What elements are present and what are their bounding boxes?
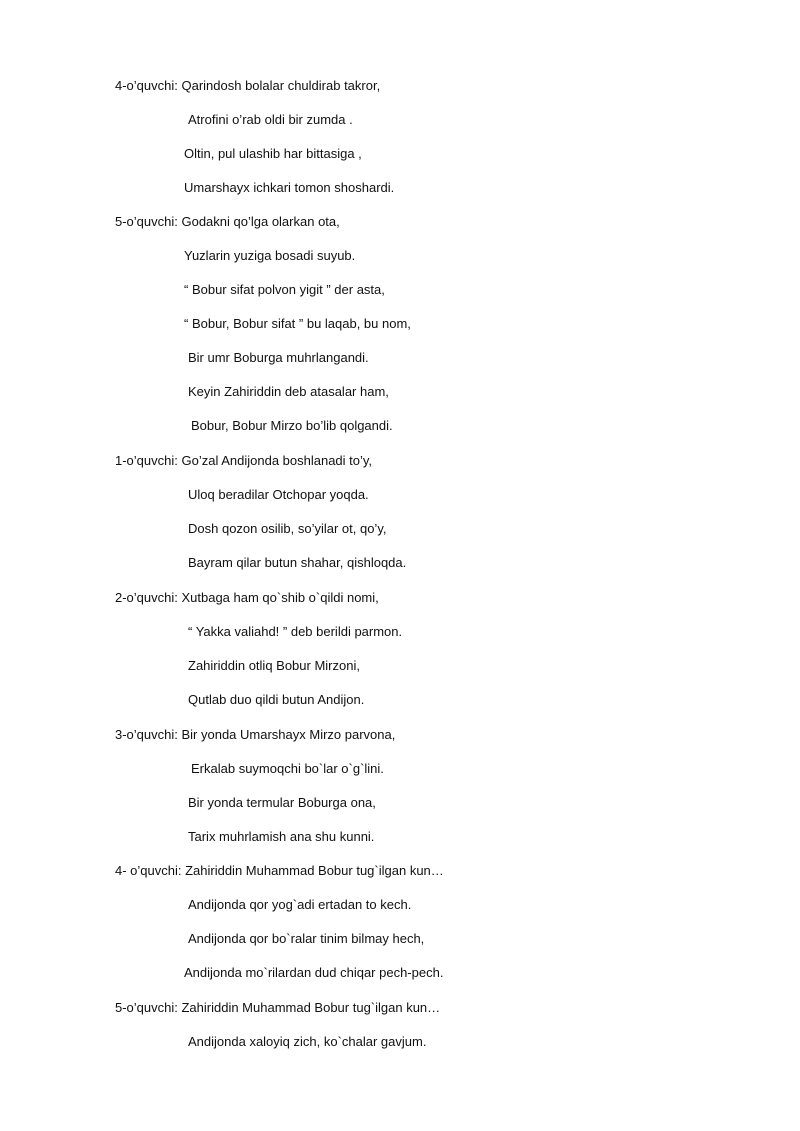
poem-line: Andijonda xaloyiq zich, ko`chalar gavjum. xyxy=(188,1034,427,1049)
poem-line: 5-o’quvchi: Zahiriddin Muhammad Bobur tug`ilgan kun… xyxy=(115,1000,441,1015)
poem-line: Dosh qozon osilib, so’yilar ot, qo’y, xyxy=(188,521,387,536)
poem-line: Andijonda qor bo`ralar tinim bilmay hech, xyxy=(188,931,425,946)
poem-line: 3-o’quvchi: Bir yonda Umarshayx Mirzo parvona, xyxy=(115,727,396,742)
poem-line: Bir umr Boburga muhrlangandi. xyxy=(188,350,369,365)
poem-line: Yuzlarin yuziga bosadi suyub. xyxy=(184,248,356,263)
poem-line: Andijonda mo`rilardan dud chiqar pech-pech. xyxy=(184,965,444,980)
poem-line: Andijonda qor yog`adi ertadan to kech. xyxy=(188,897,412,912)
poem-line: Bayram qilar butun shahar, qishloqda. xyxy=(188,555,407,570)
poem-line: 4- o’quvchi: Zahiriddin Muhammad Bobur tug`ilgan kun… xyxy=(115,863,444,878)
poem-line: Uloq beradilar Otchopar yoqda. xyxy=(188,487,369,502)
poem-line: 4-o’quvchi: Qarindosh bolalar chuldirab takror, xyxy=(115,78,381,93)
poem-line: Bobur, Bobur Mirzo bo’lib qolgandi. xyxy=(191,418,393,433)
poem-line: Tarix muhrlamish ana shu kunni. xyxy=(188,829,375,844)
poem-line: “ Bobur sifat polvon yigit ” der asta, xyxy=(184,282,385,297)
poem-line: Zahiriddin otliq Bobur Mirzoni, xyxy=(188,658,360,673)
poem-line: Umarshayx ichkari tomon shoshardi. xyxy=(184,180,395,195)
poem-line: Keyin Zahiriddin deb atasalar ham, xyxy=(188,384,389,399)
poem-line: “ Bobur, Bobur sifat ” bu laqab, bu nom, xyxy=(184,316,411,331)
poem-line: “ Yakka valiahd! ” deb berildi parmon. xyxy=(188,624,403,639)
poem-line: Qutlab duo qildi butun Andijon. xyxy=(188,692,365,707)
poem-line: Erkalab suymoqchi bo`lar o`g`lini. xyxy=(191,761,384,776)
poem-line: 5-o’quvchi: Godakni qo’lga olarkan ota, xyxy=(115,214,340,229)
poem-line: Atrofini o’rab oldi bir zumda . xyxy=(188,112,353,127)
poem-line: Oltin, pul ulashib har bittasiga , xyxy=(184,146,362,161)
poem-line: 2-o’quvchi: Xutbaga ham qo`shib o`qildi nomi, xyxy=(115,590,379,605)
poem-line: 1-o’quvchi: Go’zal Andijonda boshlanadi to’y, xyxy=(115,453,373,468)
poem-line: Bir yonda termular Boburga ona, xyxy=(188,795,376,810)
